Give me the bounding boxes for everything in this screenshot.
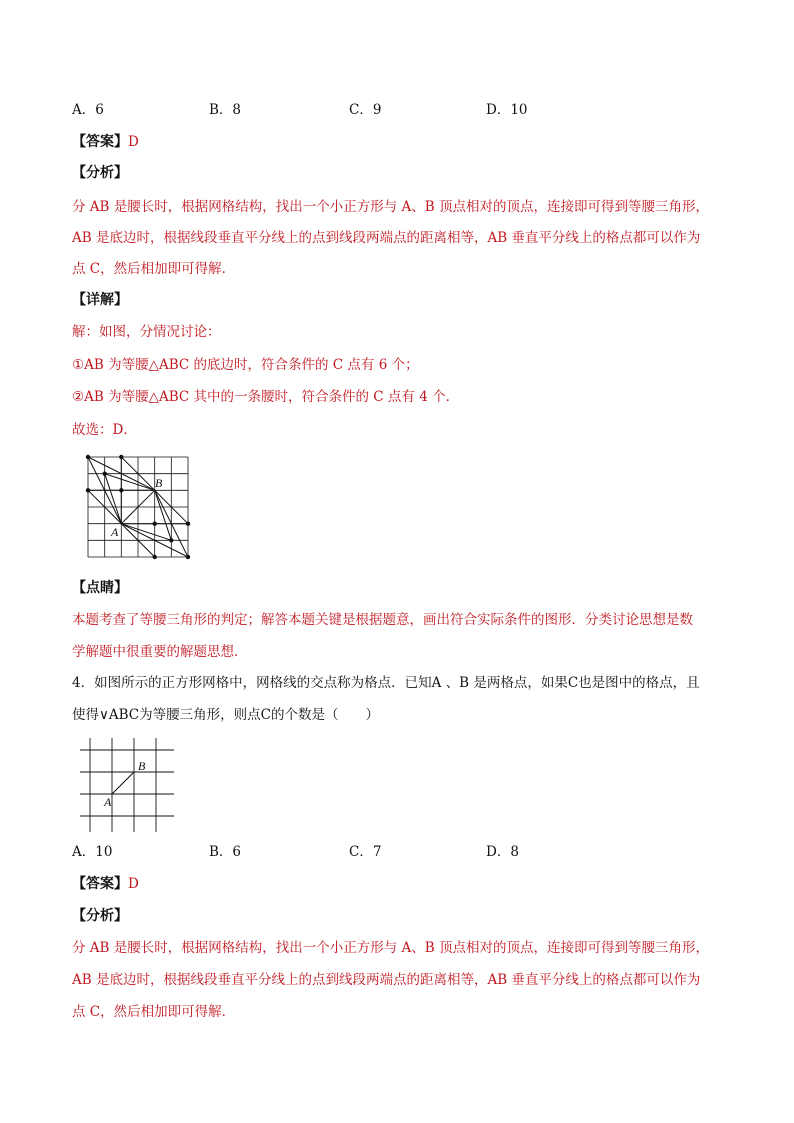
point-a-label: A <box>111 525 119 539</box>
answer-tag: 【答案】 <box>72 134 128 150</box>
q4-analysis-line-1: 分 AB 是腰长时，根据网格结构，找出一个小正方形与 A、B 顶点相对的顶点，连接即可得到等腰三角形， <box>72 940 710 956</box>
answer-value: D <box>128 876 139 892</box>
detail-line-1: 解：如图，分情况讨论： <box>72 324 221 340</box>
comment-line-2: 学解题中很重要的解题思想． <box>72 644 248 660</box>
detail-line-4: 故选：D． <box>72 422 137 438</box>
q3-solution-figure <box>83 452 193 562</box>
detail-tag: 【详解】 <box>72 292 128 308</box>
q4-option-c: C．7 <box>349 844 382 860</box>
segment-ab <box>112 772 134 794</box>
q3-option-a: A．6 <box>72 102 104 118</box>
q4-analysis-line-2: AB 是底边时，根据线段垂直平分线上的点到线段两端点的距离相等，AB 垂直平分线上的格点都可以作为 <box>72 972 701 988</box>
q3-option-c: C．9 <box>349 102 382 118</box>
point-b-label: B <box>155 476 163 490</box>
detail-line-2: ①AB 为等腰△ABC 的底边时，符合条件的 C 点有 6 个； <box>72 357 419 373</box>
comment-tag: 【点睛】 <box>72 580 128 596</box>
q4-stem-line-1: 4．如图所示的正方形网格中，网格线的交点称为格点．已知A 、B 是两格点，如果C也是图中的格点，且 <box>72 675 700 691</box>
analysis-tag: 【分析】 <box>72 165 128 181</box>
grid <box>80 738 174 832</box>
point-a-label: A <box>104 795 112 809</box>
q3-answer <box>72 132 139 152</box>
analysis-line-3: 点 C，然后相加即可得解． <box>72 261 236 277</box>
q4-stem-line-2: 使得∨ABC为等腰三角形，则点C的个数是（ ） <box>72 707 379 723</box>
q4-analysis-tag: 【分析】 <box>72 908 128 924</box>
q4-option-b: B．6 <box>209 844 242 860</box>
answer-value: D <box>128 134 139 150</box>
analysis-line-2: AB 是底边时，根据线段垂直平分线上的点到线段两端点的距离相等，AB 垂直平分线上的格点都可以作为 <box>72 230 701 246</box>
point-b-label: B <box>138 759 146 773</box>
q3-option-d: D．10 <box>486 102 528 118</box>
q4-option-a: A．10 <box>72 844 113 860</box>
q4-option-d: D．8 <box>486 844 519 860</box>
analysis-line-1: 分 AB 是腰长时，根据网格结构，找出一个小正方形与 A、B 顶点相对的顶点，连接即可得到等腰三角形， <box>72 199 710 215</box>
answer-tag: 【答案】 <box>72 876 128 892</box>
detail-line-3: ②AB 为等腰△ABC 其中的一条腰时，符合条件的 C 点有 4 个． <box>72 389 460 405</box>
q4-figure <box>78 736 188 836</box>
q4-answer <box>72 874 139 894</box>
q3-option-b: B．8 <box>209 102 242 118</box>
comment-line-1: 本题考查了等腰三角形的判定；解答本题关键是根据题意，画出符合实际条件的图形．分类讨论思想是数 <box>72 612 693 628</box>
q4-analysis-line-3: 点 C，然后相加即可得解． <box>72 1004 236 1020</box>
